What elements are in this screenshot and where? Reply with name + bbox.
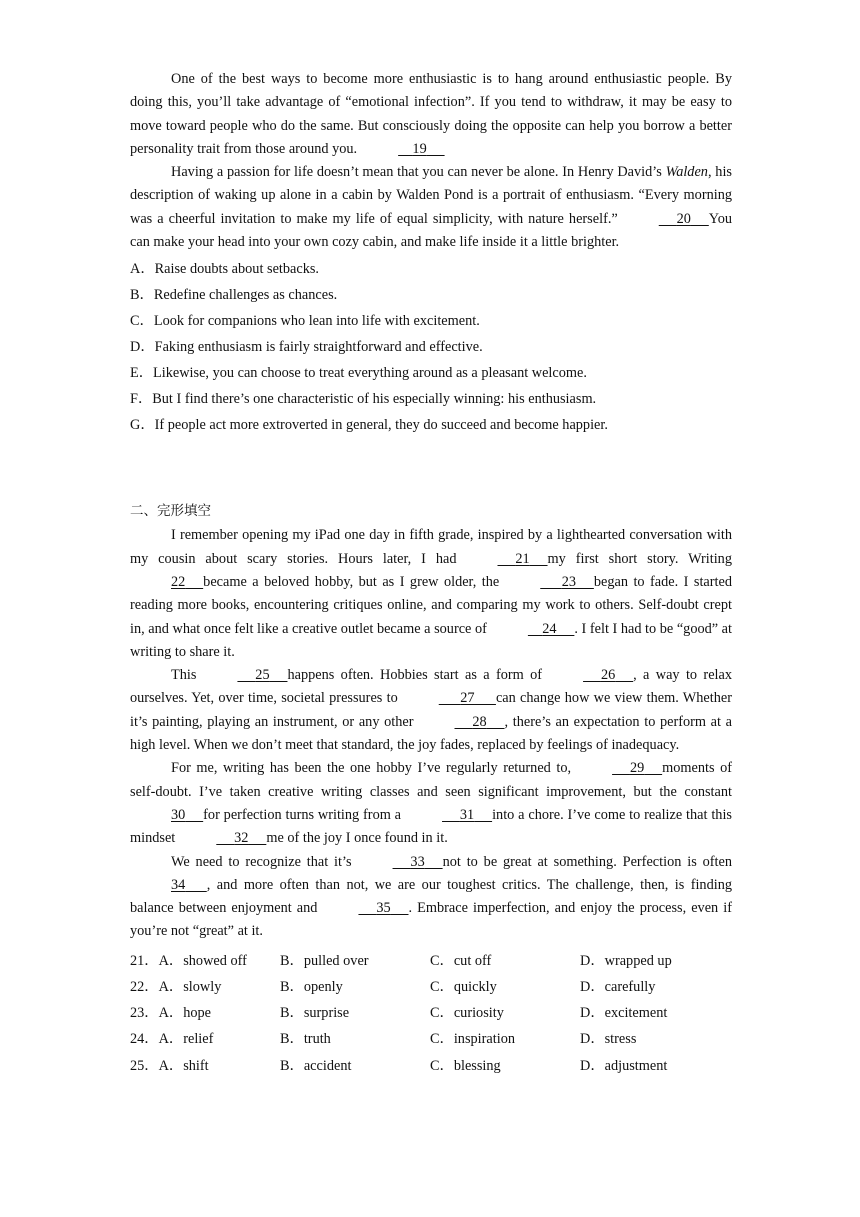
option-a[interactable]: A．Raise doubts about setbacks. (130, 261, 320, 278)
choice-c[interactable]: C．quickly (430, 979, 497, 995)
paragraph-text: into a chore. I’ve come to realize that this mindset (130, 806, 732, 847)
paragraph-text: became a beloved hobby, but as I grew older, the (203, 573, 500, 590)
paragraph-text: , a way to relax ourselves. Yet, over time, societal pressures to (130, 667, 733, 707)
cloze-paragraph-2 (130, 664, 732, 757)
choice-b[interactable]: B．surprise (280, 1005, 350, 1022)
choice-c[interactable]: C．cut off (430, 952, 492, 969)
choice-b[interactable]: B．pulled over (280, 952, 369, 969)
paragraph-text: For me, writing has been the one hobby I’ve regularly returned to, (171, 760, 572, 777)
blank-20[interactable]: 20 (676, 210, 691, 227)
question-number: 25． (130, 1057, 159, 1074)
book-title: Walden (665, 164, 708, 181)
blank-24[interactable]: 24 (542, 620, 557, 637)
paragraph-text: We need to recognize that it’s (171, 853, 352, 870)
blank-25[interactable]: 25 (255, 667, 270, 684)
paragraph-text: I remember opening my iPad one day in fifth grade, inspired by a lighthearted conversation with my cousin about scary stories. Hours later, I had (130, 527, 732, 567)
paragraph-text: . Embrace imperfection, and enjoy the process, even if you’re not “great” at it. (130, 900, 732, 940)
question-number: 24． (130, 1031, 159, 1048)
paragraph-text: Having a passion for life doesn’t mean that you can never be alone. In Henry David’s (171, 164, 666, 181)
choice-c[interactable]: C．curiosity (430, 1005, 504, 1022)
paragraph-text: for perfection turns writing from a (203, 806, 402, 823)
option-c[interactable]: C．Look for companions who lean into life with excitement. (130, 313, 480, 330)
choice-c[interactable]: C．blessing (430, 1057, 501, 1074)
document-page (130, 68, 732, 1078)
blank-23[interactable]: 23 (561, 573, 576, 590)
choice-d[interactable]: D．excitement (580, 1005, 668, 1022)
question-row-23 (130, 999, 732, 1025)
question-row-25 (130, 1051, 732, 1077)
blank-26[interactable]: 26 (600, 667, 616, 684)
paragraph-text: . I felt I had to be “good” at writing to share it. (130, 620, 733, 660)
choice-d[interactable]: D．carefully (580, 979, 656, 995)
choice-a[interactable]: A．slowly (158, 979, 222, 995)
paragraph-text: me of the joy I once found in it. (266, 830, 448, 847)
question-row-22 (130, 973, 732, 999)
choice-c[interactable]: C．inspiration (430, 1031, 515, 1048)
question-row-21 (130, 947, 732, 973)
choice-d[interactable]: D．stress (580, 1031, 637, 1048)
reading-paragraph-1 (130, 68, 732, 161)
paragraph-text: began to fade. I started reading more books, encountering critiques online, and comparing my work to others. Self-doubt crept in, and what once felt like a creative outlet became a source of (130, 573, 732, 637)
section-heading: 二、完形填空 (130, 503, 211, 520)
blank-27[interactable]: 27 (460, 690, 475, 707)
blank-31[interactable]: 31 (459, 806, 475, 823)
option-g[interactable]: G．If people act more extroverted in general, they do succeed and become happier. (130, 417, 608, 434)
cloze-paragraph-1 (130, 524, 732, 664)
option-d[interactable]: D．Faking enthusiasm is fairly straightforward and effective. (130, 339, 483, 356)
choice-b[interactable]: B．openly (280, 979, 343, 995)
question-row-24 (130, 1025, 732, 1051)
paragraph-text: This (171, 667, 197, 684)
choice-b[interactable]: B．truth (280, 1031, 331, 1048)
choice-b[interactable]: B．accident (280, 1057, 352, 1074)
paragraph-text: my first short story. Writing (547, 550, 732, 567)
blank-34[interactable]: 34 (171, 876, 186, 893)
paragraph-text: , his description of waking up alone in a cabin by Walden Pond is a portrait of enthusiasm. “Every morning was a cheerful invitation to make my life of equal simplicity, with nature herself.” (130, 164, 732, 227)
blank-19[interactable]: 19 (412, 140, 427, 157)
choice-d[interactable]: D．adjustment (580, 1057, 668, 1074)
paragraph-text: One of the best ways to become more enthusiastic is to hang around enthusiastic people. By doing this, you’ll take advantage of “emotional infection”. If you tend to withdraw, it may be easy to move toward people who do the same. But consciously doing the opposite can help you borrow a better personality trait from those around you. (130, 71, 732, 157)
question-number: 23． (130, 1005, 159, 1022)
blank-21[interactable]: 21 (515, 550, 530, 567)
question-table (130, 947, 732, 1078)
choice-a[interactable]: A．hope (158, 1005, 212, 1022)
blank-30[interactable]: 30 (171, 806, 186, 823)
paragraph-text: not to be great at something. Perfection is often (442, 853, 732, 870)
paragraph-text: , there’s an expectation to perform at a high level. When we don’t meet that standard, the joy fades, replaced by feelings of inadequacy. (130, 713, 732, 754)
cloze-paragraph-3 (130, 757, 732, 850)
question-number: 22． (130, 979, 159, 995)
paragraph-text: , and more often than not, we are our toughest critics. The challenge, then, is finding balance between enjoyment and (130, 876, 732, 917)
cloze-paragraph-4 (130, 851, 732, 944)
paragraph-text: moments of self-doubt. I’ve taken creative writing classes and seen significant improvement, but the constant (130, 760, 733, 800)
blank-28[interactable]: 28 (472, 713, 487, 730)
blank-29[interactable]: 29 (629, 760, 645, 777)
reading-paragraph-2 (130, 161, 732, 254)
paragraph-text: You can make your head into your own cozy cabin, and make life inside it a little brighter. (130, 210, 732, 251)
option-e[interactable]: E．Likewise, you can choose to treat everything around as a pleasant welcome. (130, 365, 587, 382)
blank-35[interactable]: 35 (376, 900, 391, 917)
option-b[interactable]: B．Redefine challenges as chances. (130, 287, 338, 304)
choice-a[interactable]: A．shift (158, 1057, 209, 1074)
paragraph-text: can change how we view them. Whether it’s painting, playing an instrument, or any other (130, 690, 732, 730)
blank-22[interactable]: 22 (171, 573, 186, 590)
choice-a[interactable]: A．relief (158, 1031, 214, 1048)
question-number: 21． (130, 952, 159, 969)
option-f[interactable]: F．But I find there’s one characteristic of his especially winning: his enthusiasm. (130, 391, 597, 408)
choice-d[interactable]: D．wrapped up (580, 952, 672, 969)
paragraph-text: happens often. Hobbies start as a form of (287, 667, 543, 684)
reading-options (130, 256, 732, 438)
blank-33[interactable]: 33 (410, 853, 425, 870)
blank-32[interactable]: 32 (234, 830, 249, 847)
choice-a[interactable]: A．showed off (158, 952, 247, 969)
